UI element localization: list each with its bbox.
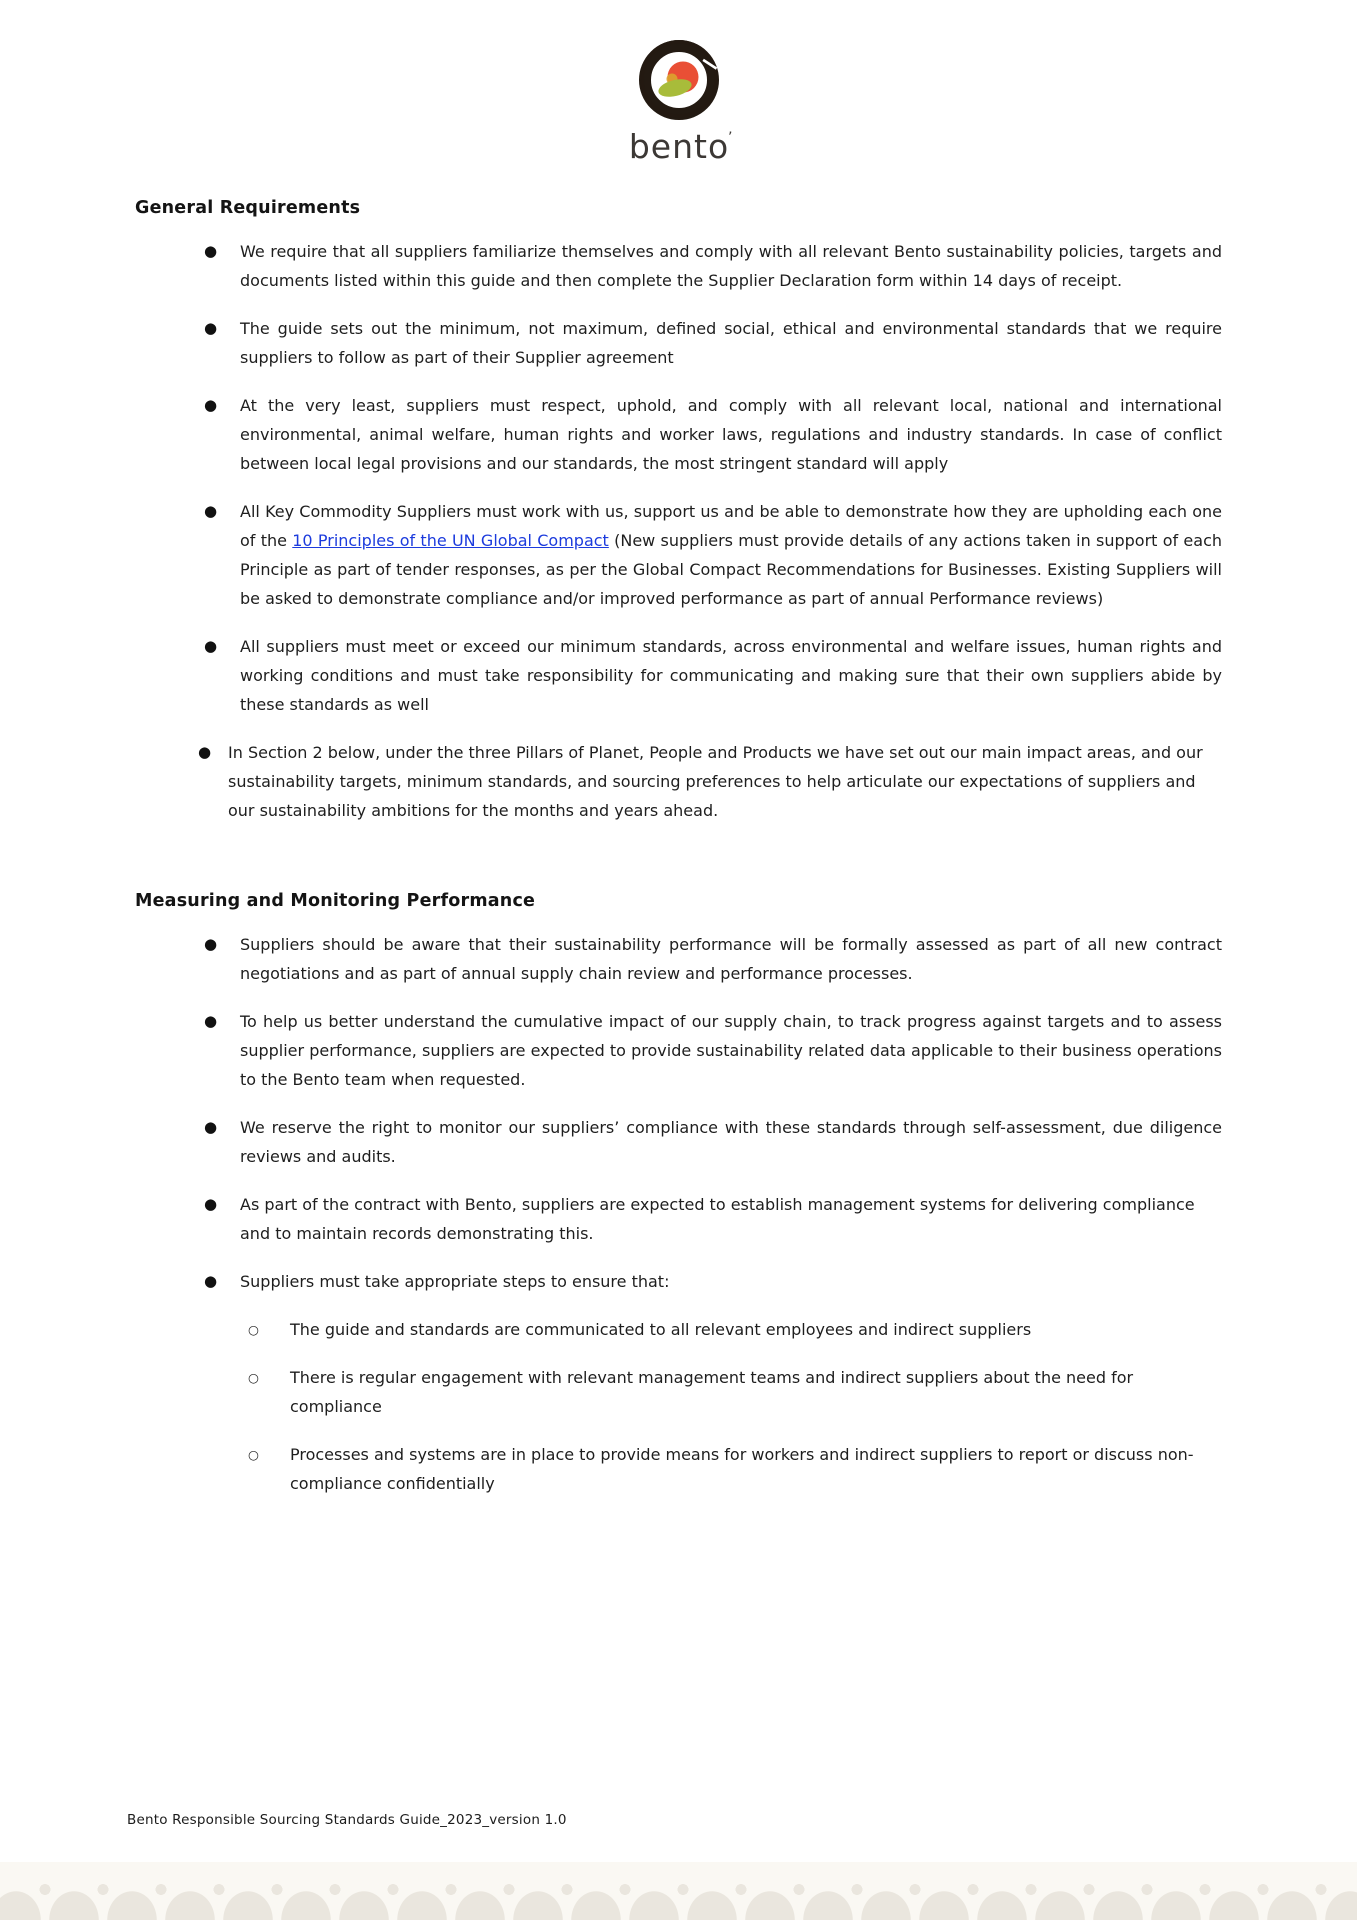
sub-bullet-item	[135, 1315, 1222, 1344]
bullet-text: At the very least, suppliers must respect, uphold, and comply with all relevant local, national and international environmental, animal welfare, human rights and worker laws, regulations and industry standards. In case of conflict between local legal provisions and our standards, the most stringent standard will apply	[240, 396, 1222, 473]
bullet-icon: ●	[204, 319, 218, 337]
bullet-item	[135, 1007, 1222, 1094]
bullet-icon: ●	[198, 743, 212, 761]
bullet-text: We reserve the right to monitor our suppliers’ compliance with these standards through self-assessment, due diligence reviews and audits.	[240, 1118, 1222, 1166]
bullet-text: All suppliers must meet or exceed our minimum standards, across environmental and welfare issues, human rights and working conditions and must take responsibility for communicating and making sure that their own suppliers abide by these standards as well	[240, 637, 1222, 714]
sub-bullet-text: There is regular engagement with relevant management teams and indirect suppliers about the need for compliance	[290, 1368, 1134, 1416]
bullet-icon: ●	[204, 242, 218, 260]
bullet-icon: ●	[204, 502, 218, 520]
logo-wordmark: bento	[628, 127, 729, 166]
footer-doc-title: Bento Responsible Sourcing Standards Guide_2023_version 1.0	[127, 1812, 567, 1828]
sub-bullet-icon: ○	[248, 1370, 259, 1385]
bullet-text	[240, 497, 1222, 613]
document-body	[135, 198, 1222, 1498]
section-general-requirements	[135, 198, 1222, 825]
bullet-text-post: (New suppliers must provide details of any actions taken in support of each Principle as part of tender responses, as per the Global Compact Recommendations for Businesses. Existing Suppliers will be asked to demonstrate compliance and/or improved performance as part of annual Performance reviews)	[240, 531, 1223, 608]
bullet-icon: ●	[204, 1272, 218, 1290]
sub-bullet-text: The guide and standards are communicated to all relevant employees and indirect suppliers	[290, 1320, 1032, 1339]
decorative-scallop-border	[0, 1862, 1357, 1920]
bullet-item	[135, 632, 1222, 719]
section-heading-measuring-monitoring: Measuring and Monitoring Performance	[135, 891, 536, 911]
sub-bullet-icon: ○	[248, 1322, 259, 1337]
bullet-text: We require that all suppliers familiarize themselves and comply with all relevant Bento sustainability policies, targets and documents listed within this guide and then complete the Supplier Declaration form within 14 days of receipt.	[240, 242, 1222, 290]
bullet-text: Suppliers should be aware that their sustainability performance will be formally assessed as part of all new contract negotiations and as part of annual supply chain review and performance processes.	[240, 935, 1222, 983]
bullet-text: To help us better understand the cumulative impact of our supply chain, to track progress against targets and to assess supplier performance, suppliers are expected to provide sustainability related data applicable to their business operations to the Bento team when requested.	[240, 1012, 1222, 1089]
bullet-item	[135, 1267, 1222, 1296]
bullet-item	[135, 497, 1222, 613]
section-heading-general-requirements: General Requirements	[135, 198, 361, 218]
bullet-item	[135, 391, 1222, 478]
logo-trademark: ’	[727, 130, 732, 146]
bento-logo-icon	[594, 30, 764, 172]
bullet-text: Suppliers must take appropriate steps to ensure that:	[240, 1272, 670, 1291]
bullet-icon: ●	[204, 637, 218, 655]
bullet-text-pre: All Key Commodity Suppliers must work with us, support us and be able to demonstrate how they are upholding each one of the	[240, 502, 1222, 550]
sub-bullet-item	[135, 1363, 1222, 1421]
bullet-text: The guide sets out the minimum, not maximum, defined social, ethical and environmental standards that we require suppliers to follow as part of their Supplier agreement	[240, 319, 1222, 367]
bullet-item	[135, 1113, 1222, 1171]
bullet-icon: ●	[204, 396, 218, 414]
bullet-item	[135, 1190, 1222, 1248]
sub-bullet-item	[135, 1440, 1222, 1498]
bullet-text: In Section 2 below, under the three Pillars of Planet, People and Products we have set out our main impact areas, and our sustainability targets, minimum standards, and sourcing preferences to help articulate our expectations of suppliers and our sustainability ambitions for the months and years ahead.	[228, 743, 1203, 820]
bullet-item	[135, 738, 1222, 825]
bullet-item	[135, 314, 1222, 372]
bullet-icon: ●	[204, 1118, 218, 1136]
bullet-text: As part of the contract with Bento, suppliers are expected to establish management systems for delivering compliance and to maintain records demonstrating this.	[240, 1195, 1195, 1243]
sub-bullet-text: Processes and systems are in place to provide means for workers and indirect suppliers to report or discuss non-compliance confidentially	[290, 1445, 1194, 1493]
section-measuring-monitoring	[135, 891, 1222, 1498]
bullet-icon: ●	[204, 935, 218, 953]
un-global-compact-link[interactable]: 10 Principles of the UN Global Compact	[292, 531, 609, 550]
bullet-item	[135, 930, 1222, 988]
bullet-icon: ●	[204, 1195, 218, 1213]
bento-logo	[0, 0, 1357, 172]
bullet-item	[135, 237, 1222, 295]
bullet-icon: ●	[204, 1012, 218, 1030]
sub-bullet-icon: ○	[248, 1447, 259, 1462]
